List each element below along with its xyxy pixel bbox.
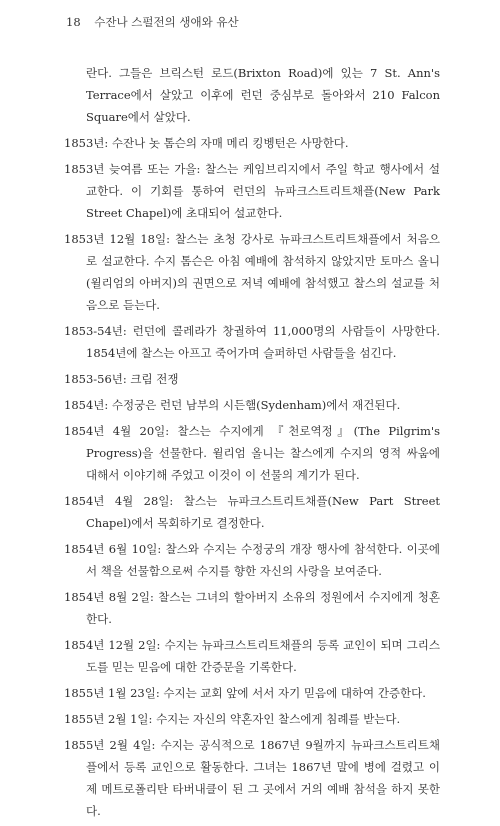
timeline-entry: 1853년 늦여름 또는 가을: 찰스는 케임브리지에서 주일 학교 행사에서 설교한다. 이 기회를 통하여 런던의 뉴파크스트리트채플(New Park Street Chapel)에 초대되어 설교한다.	[64, 162, 440, 220]
running-title: 수잔나 스펄전의 생애와 유산	[94, 15, 239, 29]
timeline-entry: 1854년 6월 10일: 찰스와 수지는 수정궁의 개장 행사에 참석한다. 이곳에서 책을 선물함으로써 수지를 향한 자신의 사랑을 보여준다.	[64, 542, 440, 578]
timeline-entry: 1854년 4월 20일: 찰스는 수지에게 『천로역정』(The Pilgrim's Progress)을 선물한다. 윌리엄 올니는 찰스에게 수지의 영적 싸움에 대해서 이야기해 주었고 이것이 이 선물의 계기가 된다.	[64, 424, 440, 482]
timeline-entry: 1855년 2월 4일: 수지는 공식적으로 1867년 9월까지 뉴파크스트리트채플에서 등록 교인으로 활동한다. 그녀는 1867년 말에 병에 걸렸고 이제 메트로폴리탄 타버내클이 된 그 곳에서 거의 예배 참석을 하지 못한다.	[64, 738, 440, 818]
page-body	[64, 62, 440, 826]
timeline-entry: 1854년: 수정궁은 런던 남부의 시든햄(Sydenham)에서 재건된다.	[64, 398, 401, 412]
timeline-entry: 1854년 12월 2일: 수지는 뉴파크스트리트채플의 등록 교인이 되며 그리스도를 믿는 믿음에 대한 간증문을 기록한다.	[64, 638, 440, 674]
timeline-entry: 1854년 8월 2일: 찰스는 그녀의 할아버지 소유의 정원에서 수지에게 청혼한다.	[64, 590, 440, 626]
timeline-entry: 1853년 12월 18일: 찰스는 초청 강사로 뉴파크스트리트채플에서 처음으로 설교한다. 수지 톰슨은 아침 예배에 참석하지 않았지만 토마스 올니(윌리엄의 아버지)의 권면으로 저녁 예배에 참석했고 찰스의 설교를 처음으로 듣는다.	[64, 232, 440, 312]
timeline-entry: 1853-56년: 크림 전쟁	[64, 372, 179, 386]
timeline-entry: 1853-54년: 런던에 콜레라가 창궐하여 11,000명의 사람들이 사망한다. 1854년에 찰스는 아프고 죽어가며 슬퍼하던 사람들을 섬긴다.	[64, 324, 440, 360]
running-header	[66, 14, 239, 30]
timeline-entry: 1853년: 수잔나 놋 톰슨의 자매 메리 킹벵턴은 사망한다.	[64, 136, 349, 150]
continued-paragraph: 란다. 그들은 브릭스턴 로드(Brixton Road)에 있는 7 St. Ann's Terrace에서 살았고 이후에 런던 중심부로 돌아와서 210 Falcon Square에서 살았다.	[86, 66, 440, 124]
page-number: 18	[66, 15, 81, 29]
timeline-entry: 1854년 4월 28일: 찰스는 뉴파크스트리트채플(New Part Street Chapel)에서 목회하기로 결정한다.	[64, 494, 440, 530]
timeline-entry: 1855년 2월 1일: 수지는 자신의 약혼자인 찰스에게 침례를 받는다.	[64, 712, 401, 726]
timeline-entry: 1855년 1월 23일: 수지는 교회 앞에 서서 자기 믿음에 대하여 간증한다.	[64, 686, 426, 700]
